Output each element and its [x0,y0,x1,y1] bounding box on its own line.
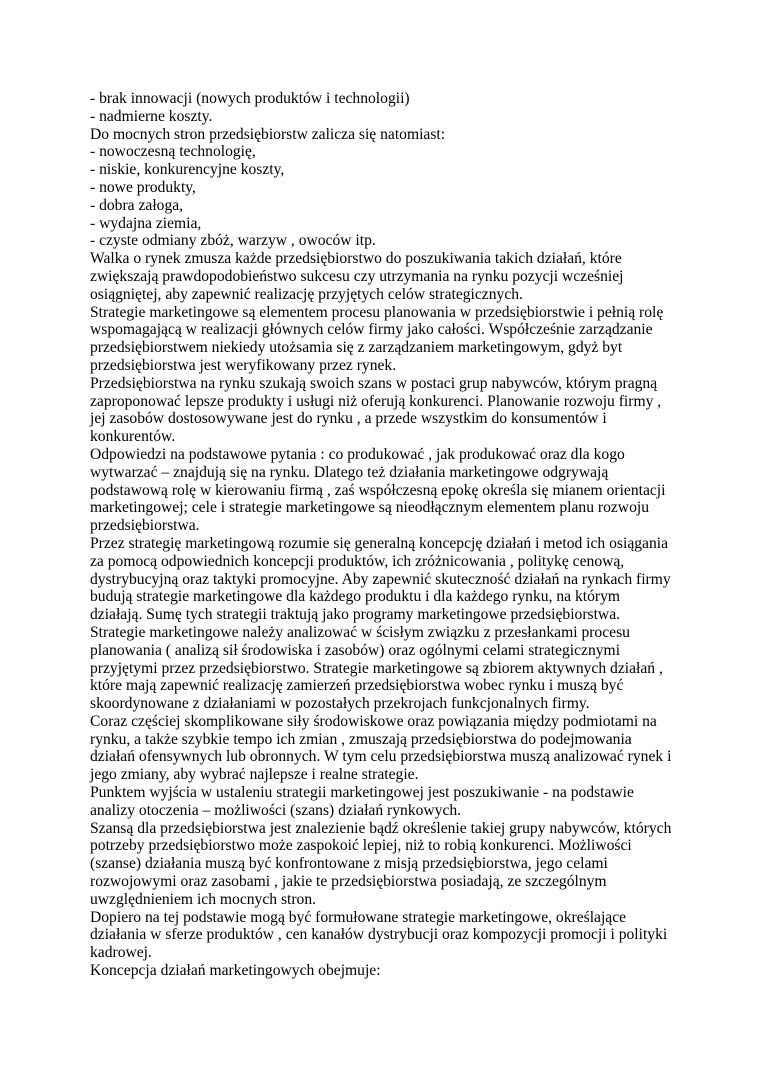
paragraph: Dopiero na tej podstawie mogą być formułowane strategie marketingowe, określające działania w sferze produktów , cen kanałów dystrybucji oraz kompozycji promocji i polityki kadrowej. [90,908,668,962]
paragraph: Przez strategię marketingową rozumie się generalną koncepcję działań i metod ich osiągania za pomocą odpowiednich koncepcji produktów, ich zróżnicowania , politykę cenową, dystrybucyjną oraz taktyki promocyjne. Aby zapewnić skuteczność działań na rynkach firmy budują strategie marketingowe dla każdego produktu i dla każdego rynku, na którym działają. Sumę tych strategii traktują jako programy marketingowe przedsiębiorstwa. [90,534,671,624]
paragraph: - nowe produkty, [90,178,196,196]
paragraph: Przedsiębiorstwa na rynku szukają swoich szans w postaci grup nabywców, którym pragną zaproponować lepsze produkty i usługi niż oferują konkurenci. Planowanie rozwoju firmy , jej zasobów dostosowywane jest do rynku , a przede wszystkim do konsumentów i konkurentów. [90,374,662,446]
paragraph: - nadmierne koszty. [90,107,213,125]
document-body [90,90,676,980]
paragraph: - niskie, konkurencyjne koszty, [90,161,285,179]
paragraph: Strategie marketingowe są elementem procesu planowania w przedsiębiorstwie i pełnią rolę wspomagającą w realizacji głównych celów firmy jako całości. Współcześnie zarządzanie przedsiębiorstwem niekiedy utożsamia się z zarządzaniem marketingowym, gdyż byt przedsiębiorstwa jest weryfikowany przez rynek. [90,303,664,374]
paragraph: Szansą dla przedsiębiorstwa jest znalezienie bądź określenie takiej grupy nabywców, których potrzeby przedsiębiorstwo może zaspokoić lepiej, niż to robią konkurenci. Możliwości (szanse) działania muszą być konfrontowane z misją przedsiębiorstwa, jego celami rozwojowymi oraz zasobami , jakie te przedsiębiorstwa posiadają, ze szczególnym uwzględnieniem ich mocnych stron. [90,819,672,908]
paragraph: Strategie marketingowe należy analizować w ścisłym związku z przesłankami procesu planowania ( analizą sił środowiska i zasobów) oraz ogólnymi celami strategicznymi przyjętymi przez przedsiębiorstwo. Strategie marketingowe są zbiorem aktywnych działań , które mają zapewnić realizację zamierzeń przedsiębiorstwa wobec rynku i muszą być skoordynowane z działaniami w pozostałych przekrojach funkcjonalnych firmy. [90,623,663,713]
paragraph: Punktem wyjścia w ustaleniu strategii marketingowej jest poszukiwanie - na podstawie analizy otoczenia – możliwości (szans) działań rynkowych. [90,784,634,819]
paragraph: - czyste odmiany zbóż, warzyw , owoców itp. [90,232,376,250]
paragraph: Koncepcja działań marketingowych obejmuje: [90,962,381,980]
paragraph: - brak innowacji (nowych produktów i technologii) [90,90,410,107]
paragraph: Walka o rynek zmusza każde przedsiębiorstwo do poszukiwania takich działań, które zwiększają prawdopodobieństwo sukcesu czy utrzymania na rynku pozycji wcześniej osiągniętej, aby zapewnić realizację przyjętych celów strategicznych. [90,250,624,303]
paragraph: - wydajna ziemia, [90,214,202,232]
paragraph: - dobra załoga, [90,196,184,214]
paragraph: - nowoczesną technologię, [90,143,256,161]
paragraph: Coraz częściej skomplikowane siły środowiskowe oraz powiązania między podmiotami na rynku, a także szybkie tempo ich zmian , zmuszają przedsiębiorstwa do podejmowania działań ofensywnych lub obronnych. W tym celu przedsiębiorstwa muszą analizować rynek i jego zmiany, aby wybrać najlepsze i realne strategie. [90,712,672,784]
paragraph: Odpowiedzi na podstawowe pytania : co produkować , jak produkować oraz dla kogo wytwarzać – znajdują się na rynku. Dlatego też działania marketingowe odgrywają podstawową rolę w kierowaniu firmą , zaś współczesną epokę określa się mianem orientacji marketingowej; cele i strategie marketingowe są nieodłącznym elementem planu rozwoju przedsiębiorstwa. [90,445,666,535]
paragraph: Do mocnych stron przedsiębiorstw zalicza się natomiast: [90,125,446,143]
